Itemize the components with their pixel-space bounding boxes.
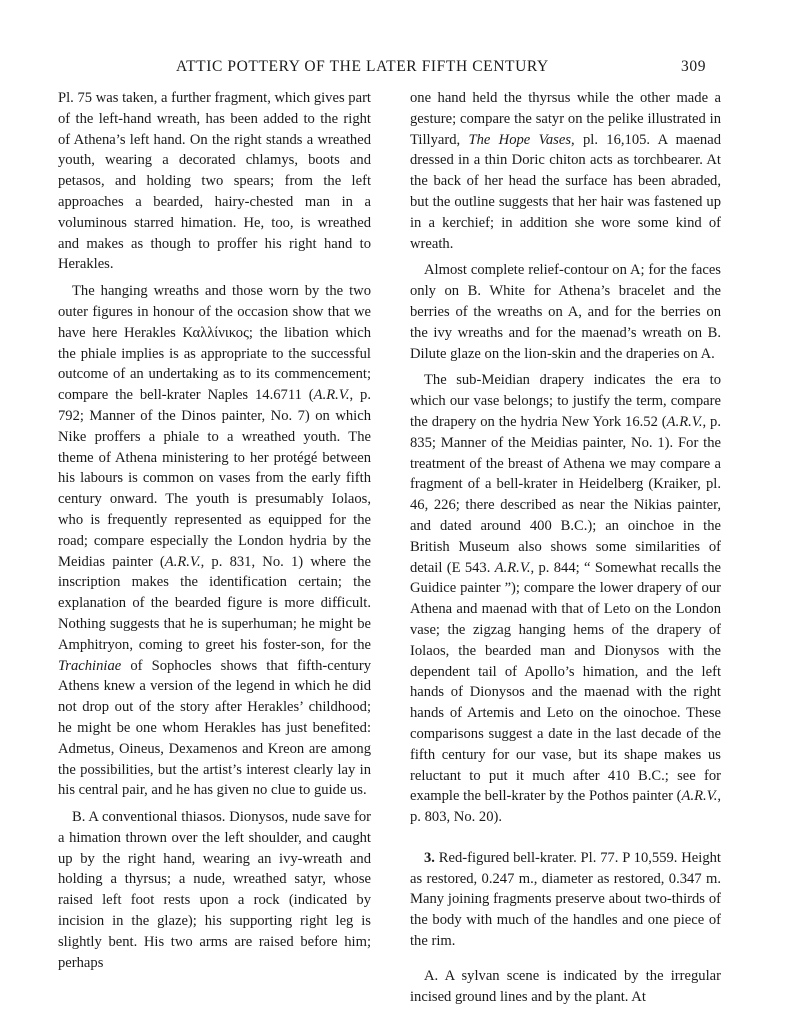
- citation-arv: A.R.V.: [494, 559, 531, 576]
- title-hope-vases: The Hope Vases: [468, 131, 572, 148]
- running-title: ATTIC POTTERY OF THE LATER FIFTH CENTURY: [176, 58, 549, 75]
- paragraph-dating: The sub-Meidian drapery indicates the era to which our vase belongs; to justify the term, compare the drapery on the hydria New York 16.52 (A.R.V., p. 835; Manner of the Meidias painter, No. 1). For the treatment of the breast of Athena we may compare a fragment of a bell-krater in Heidelberg (Kraiker, pl. 46, 226; there described as near the Nikias painter, and dated around 400 B.C.); an oinchoe in the British Museum also shows some similarities of detail (E 543. A.R.V., p. 844; “ Somewhat recalls the Guidice painter ”); compare the lower drapery of our Athena and maenad with that of Leto on the London vase; the zigzag hanging hems of the drapery of Iolaos, the bearded man and Dionysos with the dependent tail of Apollo’s himation, and the left hands of Dionysos and the maenad with the right hands of Artemis and Leto on the oinochoe. These comparisons suggest a date in the last decade of the fifth century for our vase, but its shape makes us reluctant to put it much after 410 B.C.; see for example the bell-krater by the Pothos painter (A.R.V., p. 803, No. 20).: [410, 372, 721, 826]
- page-number: 309: [681, 58, 707, 75]
- citation-arv: A.R.V.: [164, 553, 201, 570]
- paragraph-continued: Pl. 75 was taken, a further fragment, which gives part of the left-hand wreath, has been added to the right of Athena’s left hand. On the right stands a wreathed youth, wearing a decorated chlamys, boots and petasos, and holding two spears; from the left approaches a bearded, hairy-chested man in a voluminous starred himation. He, too, is wreathed and makes as though to proffer his right hand to Herakles.: [58, 90, 371, 273]
- catalogue-entry-3: 3. Red-figured bell-krater. Pl. 77. P 10,559. Height as restored, 0.247 m., diameter as restored, 0.347 m. Many joining fragments preserve about two-thirds of the body with much of the handles and one piece of the rim.: [410, 849, 721, 950]
- paragraph-herakles-kallinikos: The hanging wreaths and those worn by the two outer figures in honour of the occasion show that we have here Herakles Καλλίνικος; the libation which the phiale implies is as appropriate to the successful outcome of an undertaking as to its commencement; compare the bell-krater Naples 14.6711 (A.R.V., p. 792; Manner of the Dinos painter, No. 7) on which Nike proffers a phiale to a wreathed youth. The theme of Athena ministering to her protégé between his labours is common on vases from the early fifth century onward. The youth is presumably Iolaos, who is frequently represented as equipped for the road; compare especially the London hydria by the Meidias painter (A.R.V., p. 831, No. 1) where the inscription makes the identification certain; the explanation of the bearded figure is more difficult. Nothing suggests that he is superhuman; he might be Amphitryon, coming to greet his foster-son, for the Trachiniae of Sophocles shows that fifth-century Athens knew a version of the legend in which he did not drop out of the story after Herakles’ childhood; he might be one whom Herakles has just benefited: Admetus, Oineus, Dexamenos and Kreon are among the possibilities, but the artist’s interest clearly lay in his central pair, and he has given no clue to guide us.: [58, 283, 371, 799]
- citation-arv: A.R.V.: [666, 413, 703, 430]
- citation-arv: A.R.V.: [313, 387, 350, 404]
- paragraph-technique: Almost complete relief-contour on A; for the faces only on B. White for Athena’s bracelet and the berries of the wreaths on A, and for the berries on the ivy wreaths and for the maenad’s wreath on B. Dilute glaze on the lion-skin and the draperies on A.: [410, 262, 721, 362]
- paragraph-side-b: B. A conventional thiasos. Dionysos, nude save for a himation thrown over the left shoulder, and caught up by the right hand, wearing an ivy-wreath and holding a thyrsus; a nude, wreathed satyr, whose raised left foot rests upon a rock (indicated by incision in the glaze); his supporting right leg is slightly bent. His two arms are raised before him; perhaps: [58, 809, 371, 971]
- paragraph-side-a: A. A sylvan scene is indicated by the irregular incised ground lines and by the plant. At: [410, 967, 721, 1005]
- catalogue-number: 3.: [424, 849, 435, 866]
- citation-arv: A.R.V.: [681, 788, 718, 805]
- greek-epithet: Καλλίνικος: [182, 324, 249, 341]
- paragraph-continued-right: one hand held the thyrsus while the other made a gesture; compare the satyr on the pelike illustrated in Tillyard, The Hope Vases, pl. 16,105. A maenad dressed in a thin Doric chiton acts as torchbearer. At the back of her head the surface has been abraded, but the outline suggests that her hair was fastened up in a kerchief; in addition she wore some kind of wreath.: [410, 90, 722, 252]
- right-column: [410, 88, 721, 1007]
- left-column: [58, 88, 371, 973]
- title-trachiniae: Trachiniae: [58, 657, 122, 674]
